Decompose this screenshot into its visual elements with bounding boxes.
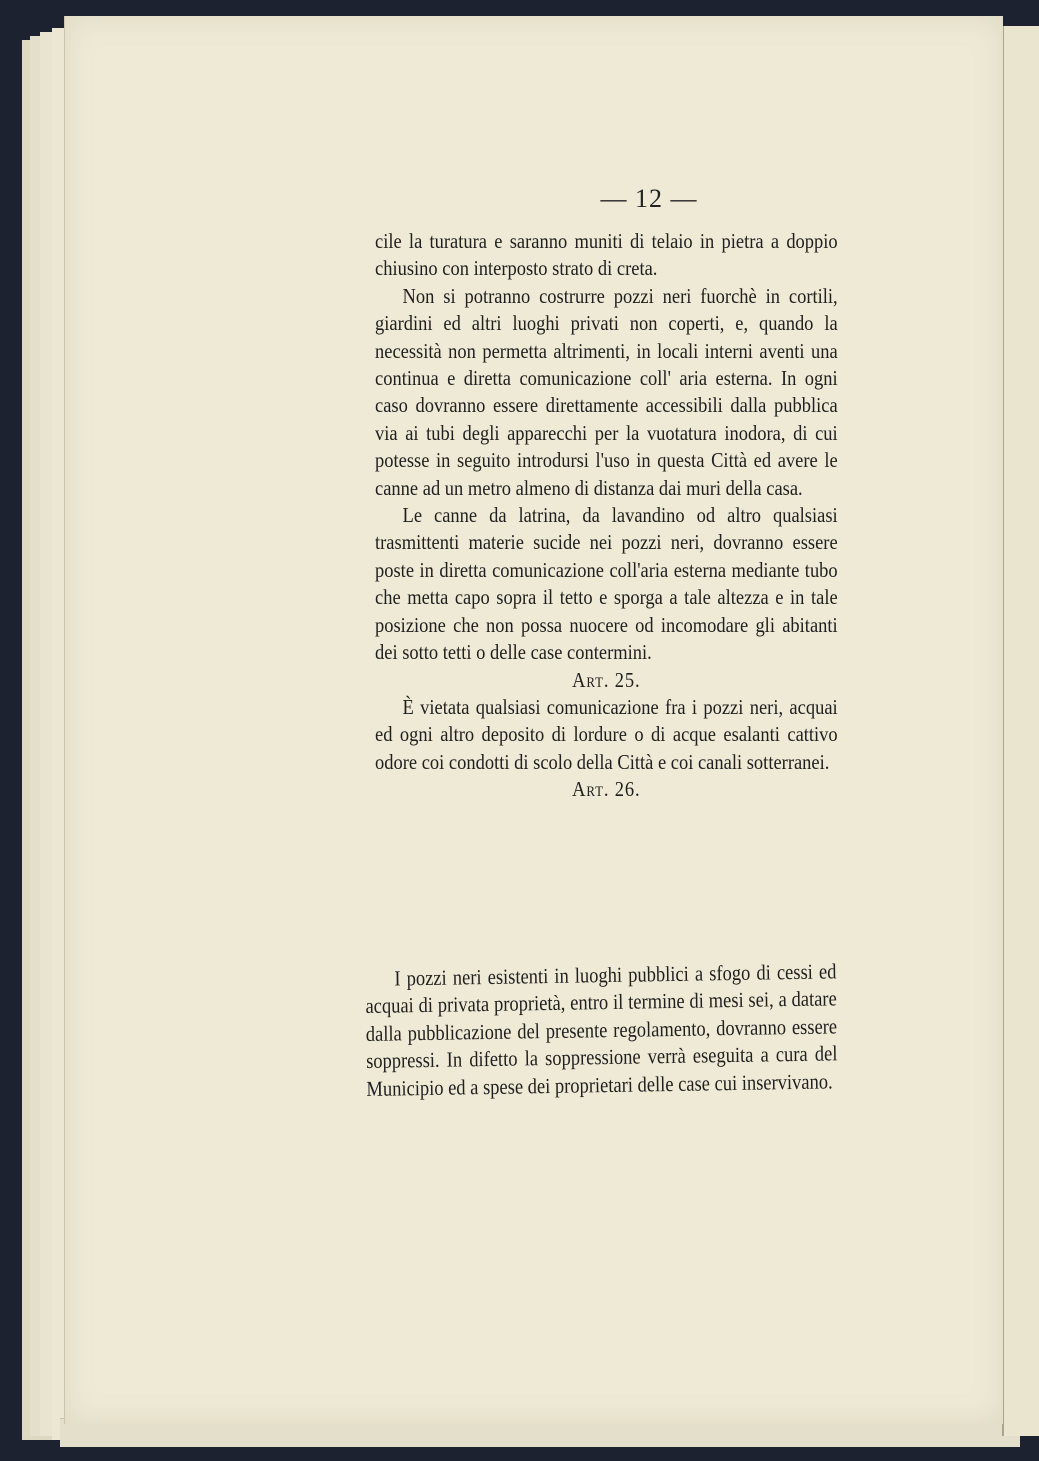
book-page (64, 16, 1003, 1424)
paragraph-canne-latrina: Le canne da latrina, da lavandino od altro qualsiasi trasmittenti materie sucide nei pozzi neri, dovranno essere poste in diretta comunicazione coll'aria esterna mediante tubo che metta capo sopra il tetto e sporga a tale altezza e in tale posizione che non possa nuocere od incomodare gli abitanti dei sotto tetti o delle case contermini. (375, 503, 838, 665)
page-number: — 12 — (600, 184, 698, 213)
body-text-bottom (365, 958, 838, 1103)
article-26-text: I pozzi neri esistenti in luoghi pubblici a sfogo di cessi ed acquai di privata proprietà, entro il termine di mesi sei, a datare dalla pubblicazione del presente regolamento, dovranno essere soppressi. In difetto la soppressione verrà eseguita a cura del Municipio ed a spese dei proprietari delle case cui inservivano. (365, 959, 838, 1101)
paragraph-pozzi-neri: Non si potranno costrurre pozzi neri fuorchè in cortili, giardini ed altri luoghi privati non coperti, e, quando la necessità non permetta altrimenti, in locali interni aventi una continua e diretta comunicazione coll' aria esterna. In ogni caso dovranno essere direttamente accessibili dalla pubblica via ai tubi degli apparecchi per la vuotatura inodora, di cui potesse in seguito introdursi l'uso in questa Città ed avere le canne ad un metro almeno di distanza dai muri della casa. (375, 283, 838, 500)
article-26-heading: Art. 26. (572, 777, 641, 802)
facing-page-edge (1002, 26, 1039, 1436)
page-number-header (65, 184, 1003, 214)
article-25-heading: Art. 25. (572, 667, 641, 692)
paragraph-continuation: cile la turatura e saranno muniti di telaio in pietra a doppio chiusino con interposto strato di creta. (375, 229, 838, 281)
article-25-text: È vietata qualsiasi comunicazione fra i pozzi neri, acquai ed ogni altro deposito di lordure o di acque esalanti cattivo odore coi condotti di scolo della Città e coi canali sotterranei. (375, 694, 838, 774)
body-text-top (375, 228, 838, 804)
